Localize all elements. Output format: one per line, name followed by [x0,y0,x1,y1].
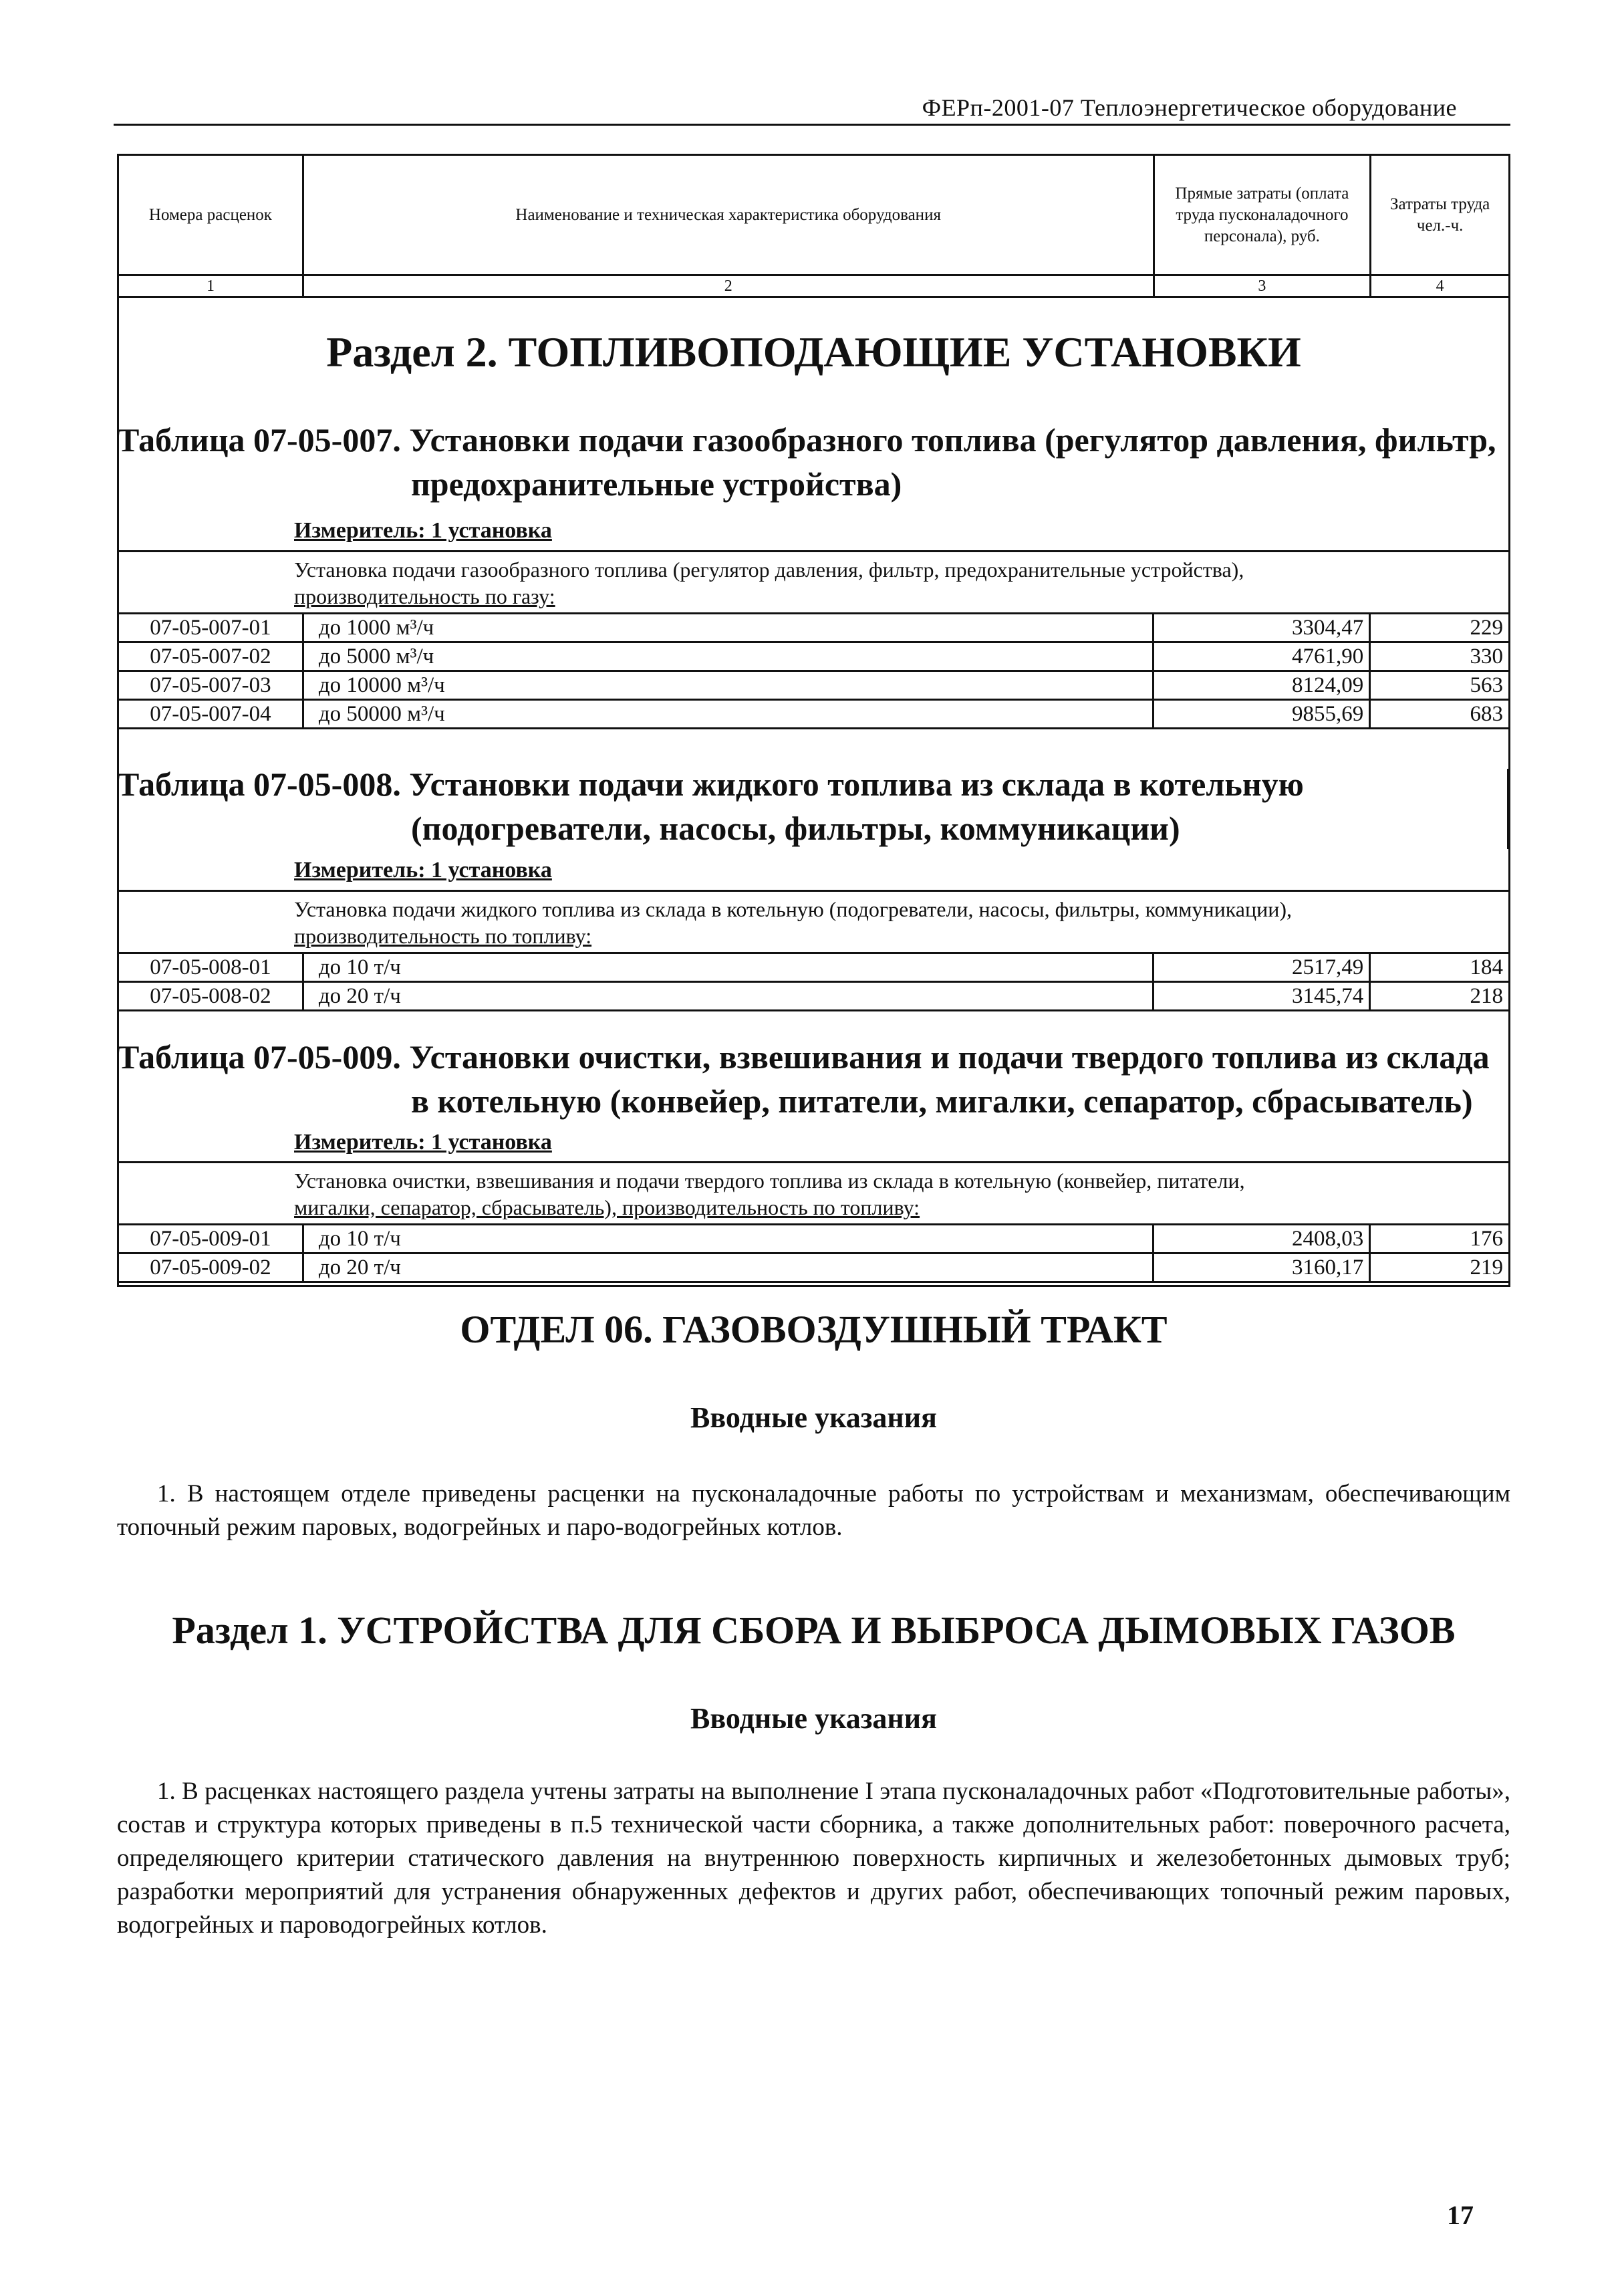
rate-cost: 2517,49 [1154,953,1370,982]
rate-labor: 218 [1370,982,1510,1011]
rate-name: до 50000 м³/ч [303,700,1153,729]
table-row [118,671,1510,700]
rate-name: до 1000 м³/ч [303,614,1153,642]
table-row [118,1225,1510,1253]
col-header-codes: Номера расценок [118,155,303,275]
running-header: ФЕРп-2001-07 Теплоэнергетическое оборудование [922,94,1457,121]
rate-labor: 229 [1370,614,1510,642]
table-007-title [117,418,1510,506]
table-007-title-line1: Таблица 07-05-007. Установки подачи газообразного топлива (регулятор давления, фильтр, [117,421,1496,459]
table-row [118,642,1510,671]
table-009-measure: Измеритель: 1 установка [294,1130,552,1155]
col-number-3: 3 [1154,275,1371,297]
table-009-title-line1: Таблица 07-05-009. Установки очистки, взвешивания и подачи твердого топлива из склада [117,1038,1490,1076]
col-number-4: 4 [1371,275,1510,297]
header-rule [114,124,1510,126]
col-header-direct-costs: Прямые затраты (оплата труда пусконаладочного персонала), руб. [1154,155,1371,275]
col-header-name: Наименование и техническая характеристика оборудования [303,155,1154,275]
table-007-rows [117,612,1510,729]
section-2-title: Раздел 2. ТОПЛИВОПОДАЮЩИЕ УСТАНОВКИ [326,328,1301,376]
table-009-rows [117,1223,1510,1283]
rate-name: до 5000 м³/ч [303,642,1153,671]
rate-name: до 10 т/ч [303,1225,1153,1253]
table-row [118,700,1510,729]
page-number: 17 [1447,2200,1474,2230]
table-007-measure: Измеритель: 1 установка [294,518,552,543]
rate-name: до 10 т/ч [303,953,1153,982]
rate-code: 07-05-008-02 [118,982,303,1011]
table-008-title-line2: (подогреватели, насосы, фильтры, коммуникации) [411,810,1180,847]
department-06-title: ОТДЕЛ 06. ГАЗОВОЗДУШНЫЙ ТРАКТ [460,1308,1168,1351]
table-008-measure: Измеритель: 1 установка [294,858,552,882]
table-007-title-line2: предохранительные устройства) [411,465,902,503]
table-row [118,1253,1510,1282]
rate-name: до 10000 м³/ч [303,671,1153,700]
section-1-intro-text: 1. В расценках настоящего раздела учтены затраты на выполнение I этапа пусконаладочных работ «Подготовительные работы», состав и структура которых приведены в п.5 технической части сборника, а также дополнительных работ: поверочного расчета, определяющего критерии статического давления на внутреннюю поверхность кирпичных и железобетонных дымовых труб; разработки мероприятий для устранения обнаруженных дефектов и других работ, обеспечивающих топочный режим паровых, водогрейных и пароводогрейных котлов. [117,1778,1510,1939]
table-009-block [117,1161,1510,1283]
rate-code: 07-05-008-01 [118,953,303,982]
table-007-description [117,552,1510,612]
table-009-title [117,1035,1510,1123]
rate-labor: 176 [1370,1225,1510,1253]
table-007-desc-line2: производительность по газу: [294,584,555,608]
table-008-desc-line1: Установка подачи жидкого топлива из склада в котельную (подогреватели, насосы, фильтры, коммуникации), [294,897,1292,921]
section-1-intro-heading: Вводные указания [690,1702,937,1735]
rate-labor: 683 [1370,700,1510,729]
rate-cost: 3145,74 [1154,982,1370,1011]
rate-code: 07-05-007-03 [118,671,303,700]
rate-cost: 3304,47 [1154,614,1370,642]
table-008-title [117,762,1510,850]
table-009-title-line2: в котельную (конвейер, питатели, мигалки, сепаратор, сбрасыватель) [411,1082,1473,1120]
table-007-block [117,550,1510,729]
col-number-2: 2 [303,275,1154,297]
rate-code: 07-05-007-01 [118,614,303,642]
rate-labor: 330 [1370,642,1510,671]
table-009-desc-line2: мигалки, сепаратор, сбрасыватель), производительность по топливу: [294,1195,920,1219]
rate-labor: 563 [1370,671,1510,700]
rate-labor: 184 [1370,953,1510,982]
table-008-description [117,892,1510,952]
rate-cost: 9855,69 [1154,700,1370,729]
col-header-labor: Затраты труда чел.-ч. [1371,155,1510,275]
table-008-title-line1: Таблица 07-05-008. Установки подачи жидкого топлива из склада в котельную [117,765,1304,803]
section-1-title: Раздел 1. УСТРОЙСТВА ДЛЯ СБОРА И ВЫБРОСА ДЫМОВЫХ ГАЗОВ [172,1608,1456,1652]
rate-code: 07-05-009-01 [118,1225,303,1253]
table-007-desc-line1: Установка подачи газообразного топлива (регулятор давления, фильтр, предохранительные устройства), [294,558,1244,582]
rate-code: 07-05-007-02 [118,642,303,671]
rate-name: до 20 т/ч [303,982,1153,1011]
table-row [118,982,1510,1011]
department-06-intro-text: 1. В настоящем отделе приведены расценки на пусконаладочные работы по устройствам и механизмам, обеспечивающим топочный режим паровых, водогрейных и паро-водогрейных котлов. [117,1480,1510,1541]
table-009-desc-line1: Установка очистки, взвешивания и подачи твердого топлива из склада в котельную (конвейер, питатели, [294,1169,1245,1193]
rate-code: 07-05-009-02 [118,1253,303,1282]
table-008-desc-line2: производительность по топливу: [294,924,592,948]
rate-labor: 219 [1370,1253,1510,1282]
rate-cost: 4761,90 [1154,642,1370,671]
rate-cost: 3160,17 [1154,1253,1370,1282]
table-008-rows [117,952,1510,1011]
table-row [118,953,1510,982]
table-009-description [117,1163,1510,1223]
col-number-1: 1 [118,275,303,297]
table-008-block [117,890,1510,1011]
rate-name: до 20 т/ч [303,1253,1153,1282]
table-row [118,614,1510,642]
rate-code: 07-05-007-04 [118,700,303,729]
rate-cost: 2408,03 [1154,1225,1370,1253]
department-06-intro-heading: Вводные указания [690,1401,937,1434]
rate-cost: 8124,09 [1154,671,1370,700]
